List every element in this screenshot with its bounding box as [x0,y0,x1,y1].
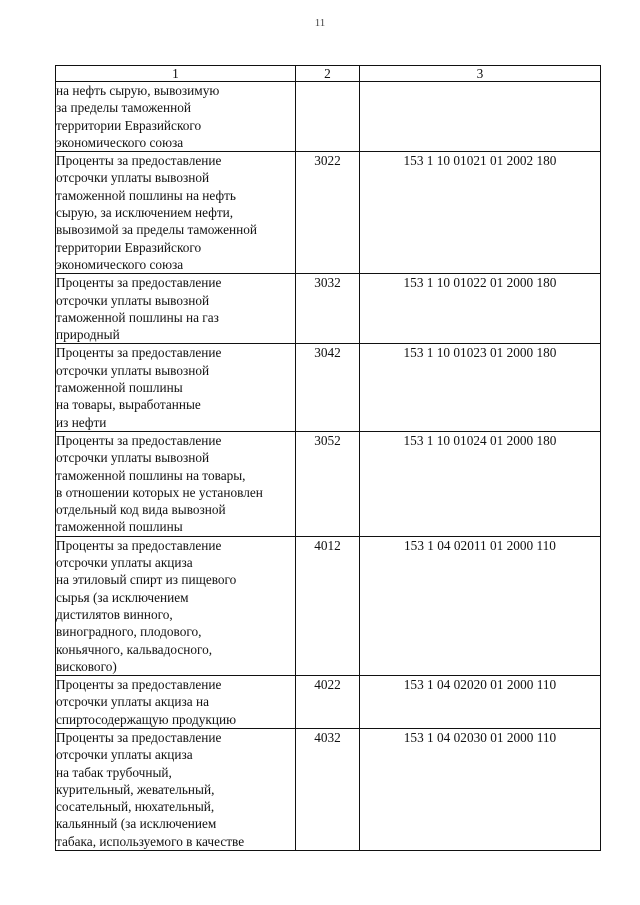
description-line: спиртосодержащую продукцию [56,711,237,727]
row-kbk: 153 1 04 02030 01 2000 110 [360,728,601,850]
table-row [56,82,601,152]
description-line: территории Евразийского [56,239,202,255]
table-row [56,676,601,729]
row-kbk: 153 1 04 02020 01 2000 110 [360,676,601,729]
page-number: 11 [314,17,326,29]
description-line: таможенной пошлины [56,380,183,396]
row-description [56,152,296,274]
description-line: таможенной пошлины на газ [56,309,219,325]
description-line: отсрочки уплаты акциза [56,747,193,763]
description-line: отсрочки уплаты вывозной [56,170,210,186]
description-line: Проценты за предоставление [56,537,222,553]
description-line: вискового) [56,658,117,674]
description-line: табака, используемого в качестве [56,833,245,849]
row-code: 3032 [296,274,360,344]
description-line: Проценты за предоставление [56,432,222,448]
header-row [56,66,601,82]
table-body [56,82,601,851]
row-code: 4012 [296,536,360,675]
description-line: таможенной пошлины [56,519,183,535]
row-code: 4022 [296,676,360,729]
row-kbk: 153 1 04 02011 01 2000 110 [360,536,601,675]
description-line: отсрочки уплаты вывозной [56,362,210,378]
row-code: 3052 [296,431,360,536]
row-code: 3022 [296,152,360,274]
description-line: курительный, жевательный, [56,781,215,797]
row-kbk: 153 1 10 01024 01 2000 180 [360,431,601,536]
row-description [56,676,296,729]
description-line: на товары, выработанные [56,397,201,413]
description-line: вывозимой за пределы таможенной [56,222,257,238]
row-code [296,82,360,152]
row-description [56,536,296,675]
row-description [56,344,296,431]
row-kbk [360,82,601,152]
description-line: территории Евразийского [56,117,202,133]
table-row [56,152,601,274]
table-row [56,728,601,850]
table-row [56,536,601,675]
row-description [56,274,296,344]
row-kbk: 153 1 10 01023 01 2000 180 [360,344,601,431]
table-row [56,431,601,536]
description-line: на этиловый спирт из пищевого [56,572,237,588]
budget-codes-table [55,65,601,851]
row-description [56,431,296,536]
description-line: природный [56,327,120,343]
description-line: виноградного, плодового, [56,624,202,640]
description-line: Проценты за предоставление [56,729,222,745]
description-line: таможенной пошлины на товары, [56,467,246,483]
table-row [56,344,601,431]
description-line: отсрочки уплаты вывозной [56,450,210,466]
description-line: отсрочки уплаты акциза [56,555,193,571]
description-line: дистилятов винного, [56,606,173,622]
row-kbk: 153 1 10 01022 01 2000 180 [360,274,601,344]
description-line: отсрочки уплаты вывозной [56,292,210,308]
description-line: отсрочки уплаты акциза на [56,694,210,710]
description-line: из нефти [56,414,107,430]
description-line: сырья (за исключением [56,589,189,605]
row-description [56,82,296,152]
description-line: за пределы таможенной [56,100,192,116]
description-line: Проценты за предоставление [56,677,222,693]
header-col-1: 1 [56,66,296,82]
description-line: Проценты за предоставление [56,275,222,291]
header-col-2: 2 [296,66,360,82]
description-line: на табак трубочный, [56,764,172,780]
description-line: экономического союза [56,256,184,272]
description-line: в отношении которых не установлен [56,484,263,500]
description-line: Проценты за предоставление [56,153,222,169]
description-line: сосательный, нюхательный, [56,799,215,815]
description-line: сырую, за исключением нефти, [56,205,234,221]
description-line: на нефть сырую, вывозимую [56,83,220,98]
description-line: таможенной пошлины на нефть [56,187,236,203]
row-kbk: 153 1 10 01021 01 2002 180 [360,152,601,274]
row-description [56,728,296,850]
description-line: экономического союза [56,134,184,150]
row-code: 4032 [296,728,360,850]
table-row [56,274,601,344]
header-col-3: 3 [360,66,601,82]
row-code: 3042 [296,344,360,431]
description-line: отдельный код вида вывозной [56,502,226,518]
description-line: коньячного, кальвадосного, [56,641,213,657]
description-line: Проценты за предоставление [56,345,222,361]
description-line: кальянный (за исключением [56,816,217,832]
